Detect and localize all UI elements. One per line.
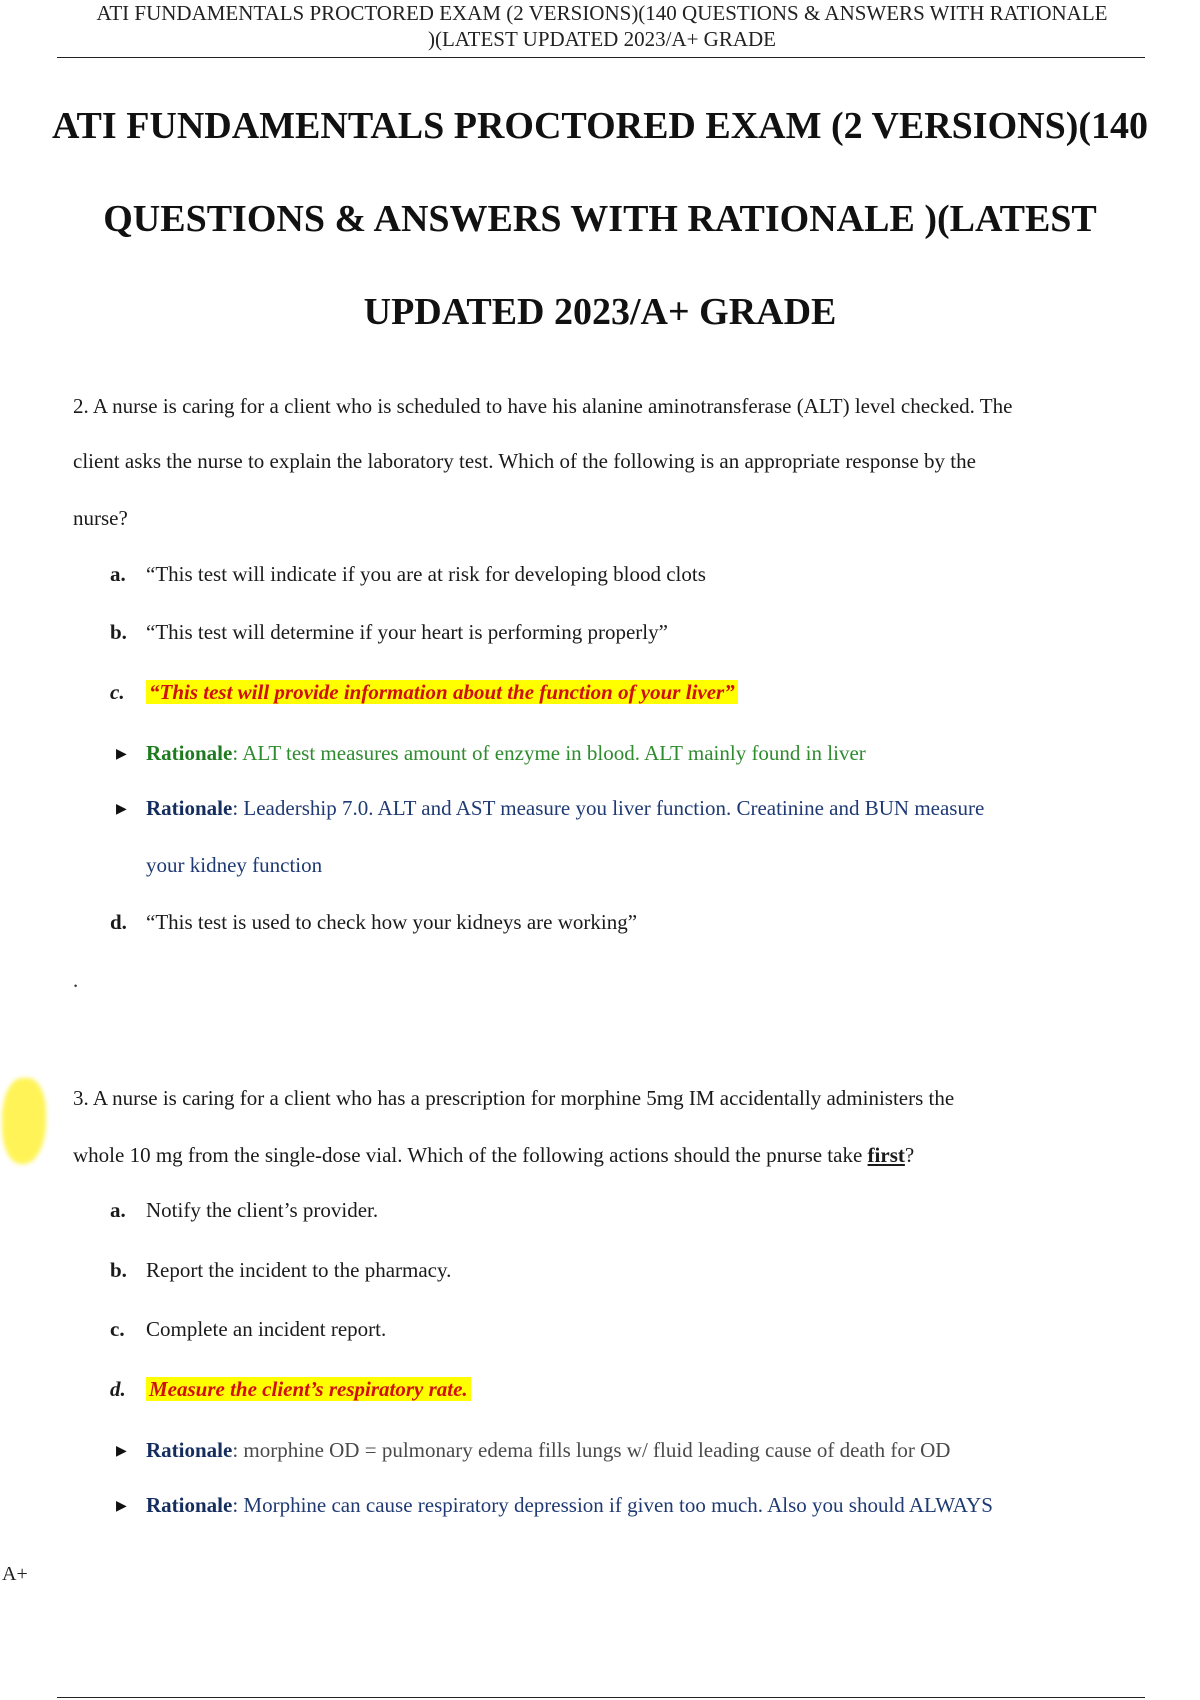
- option-text: “This test is used to check how your kidneys are working”: [146, 910, 638, 934]
- rationale-text: : Leadership 7.0. ALT and AST measure you liver function. Creatinine and BUN measure: [232, 796, 985, 820]
- doc-title-line2: QUESTIONS & ANSWERS WITH RATIONALE )(LATEST: [103, 198, 1097, 240]
- doc-title-line1: ATI FUNDAMENTALS PROCTORED EXAM (2 VERSIONS)(140: [51, 105, 1149, 147]
- rationale-label: Rationale: [146, 1493, 233, 1517]
- rationale-label: Rationale: [146, 796, 233, 820]
- q2-rationale-1: [116, 741, 866, 766]
- question-3-line2-text: whole 10 mg from the single-dose vial. Which of the following actions should the pnurse take: [73, 1143, 868, 1167]
- option-letter: b.: [110, 1258, 127, 1282]
- running-header-line2: )(LATEST UPDATED 2023/A+ GRADE: [427, 27, 777, 51]
- q2-option-b: [110, 620, 668, 645]
- running-header-line1: ATI FUNDAMENTALS PROCTORED EXAM (2 VERSIONS)(140 QUESTIONS & ANSWERS WITH RATIONALE: [96, 1, 1108, 25]
- highlighted-answer: “This test will provide information about the function of your liver”: [146, 680, 738, 704]
- q3-option-a: [110, 1198, 378, 1223]
- option-text: “This test will determine if your heart is performing properly”: [146, 620, 668, 644]
- q3-option-b: [110, 1258, 451, 1283]
- option-letter: b.: [110, 620, 127, 644]
- option-letter: a.: [110, 562, 126, 586]
- option-text: “This test will indicate if you are at risk for developing blood clots: [146, 562, 706, 586]
- option-text: Notify the client’s provider.: [146, 1198, 379, 1222]
- option-letter: c.: [110, 680, 125, 704]
- doc-title-line3: UPDATED 2023/A+ GRADE: [363, 291, 837, 333]
- emphasis-first: first: [867, 1143, 905, 1167]
- footer-rule: [57, 1697, 1145, 1698]
- running-header: [60, 0, 1144, 52]
- question-3-line2: [73, 1143, 914, 1168]
- header-rule: [57, 57, 1145, 58]
- q2-rationale-2: [116, 796, 984, 821]
- q3-rationale-2: [116, 1493, 993, 1518]
- q2-option-c-correct: [110, 680, 738, 705]
- question-2-line3: nurse?: [73, 506, 128, 530]
- highlighted-answer: Measure the client’s respiratory rate.: [146, 1377, 471, 1401]
- triangle-right-icon: ▶: [116, 802, 127, 817]
- q2-option-a: [110, 562, 706, 587]
- q3-option-d-correct: [110, 1377, 471, 1402]
- rationale-text: : morphine OD = pulmonary edema fills lungs w/ fluid leading cause of death for OD: [232, 1438, 951, 1462]
- rationale-label: Rationale: [146, 741, 233, 765]
- option-letter: c.: [110, 1317, 125, 1341]
- triangle-right-icon: ▶: [116, 1444, 127, 1459]
- triangle-right-icon: ▶: [116, 1499, 127, 1514]
- option-letter: d.: [110, 1377, 126, 1401]
- triangle-right-icon: ▶: [116, 747, 127, 762]
- question-3-line2-end: ?: [904, 1143, 915, 1167]
- rationale-text: : ALT test measures amount of enzyme in blood. ALT mainly found in liver: [232, 741, 866, 765]
- q2-rationale-2-continuation: your kidney function: [146, 853, 323, 877]
- option-text: Report the incident to the pharmacy.: [146, 1258, 452, 1282]
- question-2-line2: client asks the nurse to explain the laboratory test. Which of the following is an appropriate response by the: [73, 449, 976, 473]
- a-plus-watermark: A+: [2, 1563, 28, 1585]
- option-text: Complete an incident report.: [146, 1317, 387, 1341]
- highlighter-smudge: [2, 1078, 46, 1164]
- option-letter: d.: [110, 910, 127, 934]
- q2-option-d: [110, 910, 637, 935]
- q3-option-c: [110, 1317, 386, 1342]
- rationale-text: : Morphine can cause respiratory depression if given too much. Also you should ALWAYS: [232, 1493, 993, 1517]
- stray-period: .: [73, 968, 79, 992]
- q3-rationale-1: [116, 1438, 950, 1463]
- question-3-line1: 3. A nurse is caring for a client who has a prescription for morphine 5mg IM accidentally administers the: [73, 1086, 955, 1110]
- option-letter: a.: [110, 1198, 126, 1222]
- question-2-line1: 2. A nurse is caring for a client who is scheduled to have his alanine aminotransferase (ALT) level checked. The: [73, 394, 1013, 418]
- rationale-label: Rationale: [146, 1438, 233, 1462]
